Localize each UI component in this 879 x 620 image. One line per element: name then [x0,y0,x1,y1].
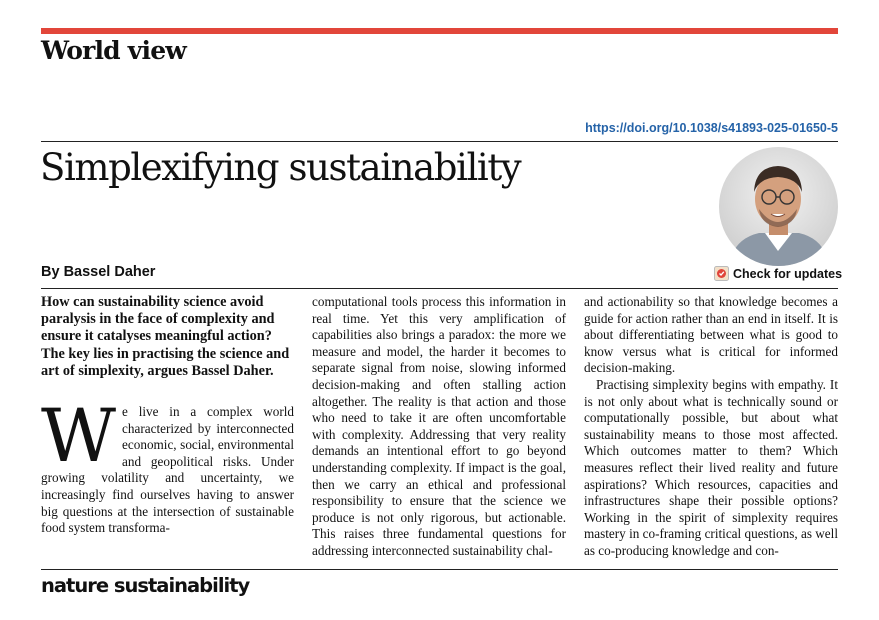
column-2 [312,294,566,560]
column-3-paragraph-1: and actionability so that knowledge becomes a guide for action rather than an end in itself. It is about differentiating between what is good to know versus what is critical for informed decision-making. [584,294,838,376]
author-byline: By Bassel Daher [41,264,156,280]
byline-divider [41,288,838,289]
intro-text: e live in a complex world characterized by interconnected economic, social, environmental and geopolitical risks. Under growing volatility and uncertainty, we increasingly find ourselves having to answer big questions at the intersection of sustainable food system transforma- [41,404,294,536]
author-portrait [719,147,838,266]
intro-paragraph [41,394,294,537]
column-2-text: computational tools process this information in real time. Yet this very amplification of capabilities also brings a paradox: the more we measure and model, the harder it becomes to separate signal from noise, slowing informed decision-making and often stalling action altogether. The reality is that action and those who need to take it are often uncomfortable with complexity. Addressing that very reality demands an intentional effort to go beyond understanding complexity. If impact is the goal, then we carry an ethical and professional responsibility to ensure that the science we produce is not only rigorous, but actionable. This raises three fundamental questions for addressing interconnected sustainability chal- [312,294,566,558]
column-1 [41,294,294,537]
section-label: World view [41,36,187,65]
check-for-updates-label: Check for updates [733,266,843,281]
drop-cap: W [41,394,117,480]
column-3-paragraph-2: Practising simplexity begins with empathy. It is not only about what is technically sound or computationally possible, but about what sustainability means to those most affected. Which outcomes matter to them? Which measures reflect their lived reality and future aspirations? Which resources, capacities and infrastructures shape their possible options? Working in the spirit of simplexity requires mastery in co-framing critical questions, as well as co-producing knowledge and con- [584,376,838,558]
check-for-updates[interactable] [714,266,842,281]
doi-link[interactable]: https://doi.org/10.1038/s41893-025-01650-5 [585,121,838,135]
footer-divider [41,569,838,570]
standfirst: How can sustainability science avoid paralysis in the face of complexity and ensure it catalyses meaningful action? The key lies in practising the science and art of simplexity, argues Bassel Daher. [41,294,290,379]
header-accent-bar [41,28,838,34]
journal-name: nature sustainability [41,574,250,597]
article-title: Simplexifying sustainability [40,146,521,189]
title-divider [41,141,838,142]
check-for-updates-icon [714,266,729,281]
column-3 [584,294,838,560]
